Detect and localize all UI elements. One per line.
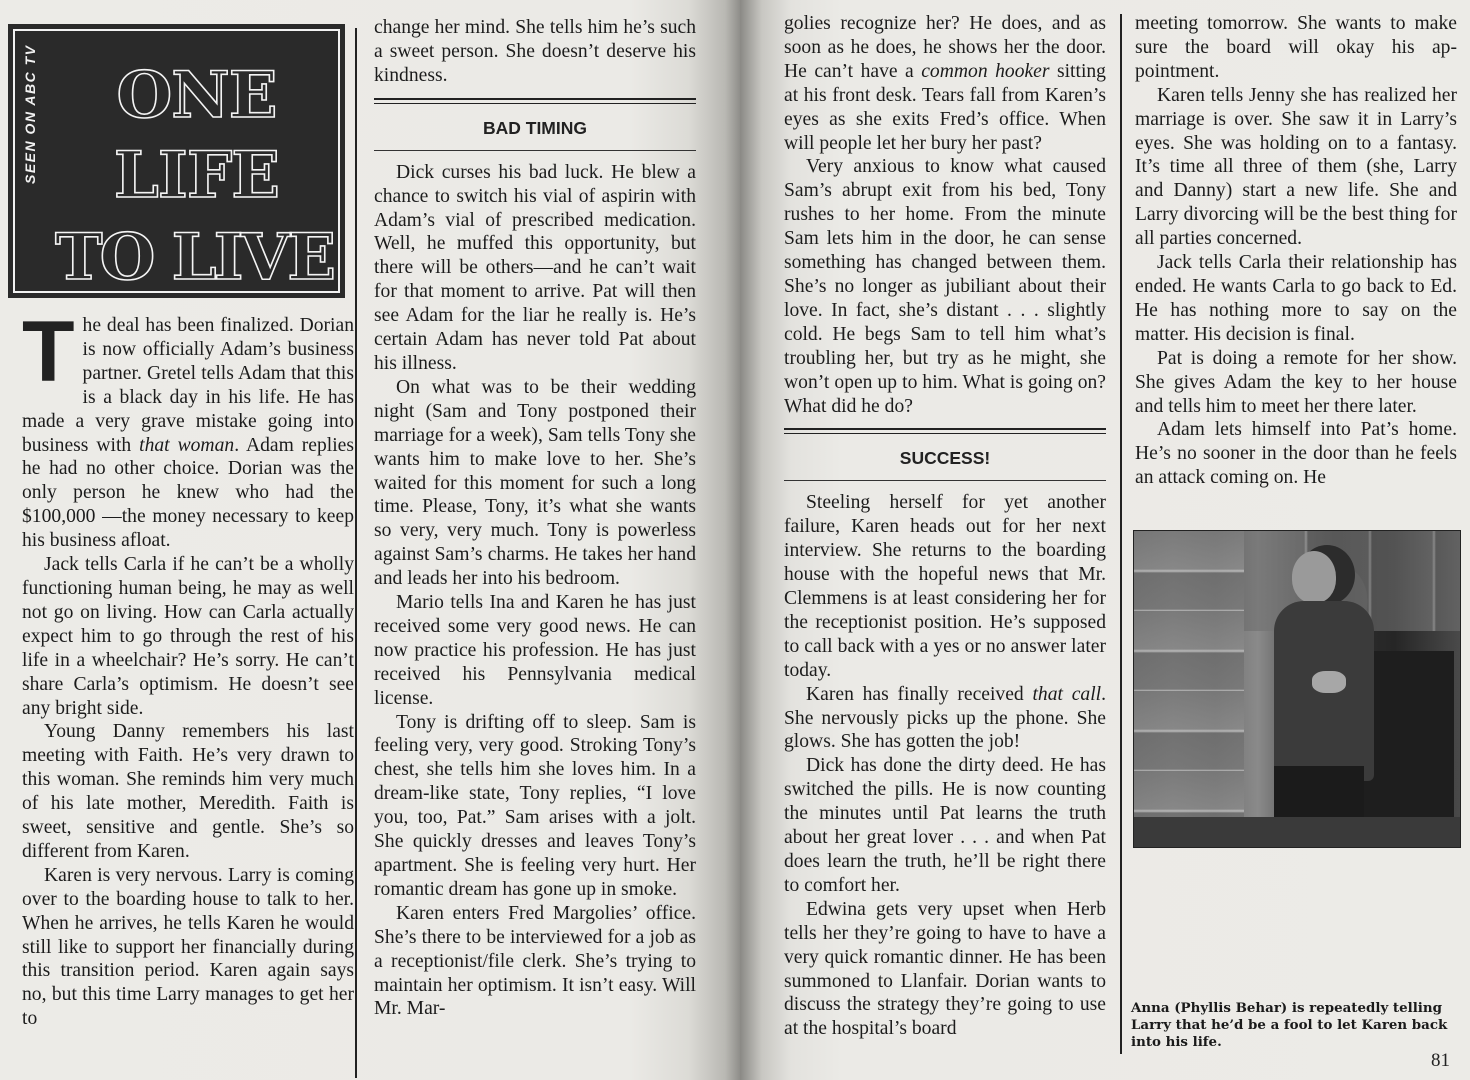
page-number: 81 (1431, 1050, 1450, 1071)
column-4 (1135, 12, 1457, 490)
paragraph: Very anxious to know what caused Sam’s abrupt exit from his bed, Tony rushes to her home. From the minute Sam lets him in the door, he can sense something has changed between them. She’s no longer as jubiliant about their love. In fact, she’s distant . . . slightly cold. He begs Sam to tell him what’s troubling her, but try as he might, she won’t open up to him. What is going on? What did he do? (784, 156, 1106, 417)
italic-emphasis: common hooker (921, 60, 1050, 82)
paragraph: Jack tells Carla their relationship has ended. He wants Carla to go back to Ed. He has nothing more to say on the matter. His decision is final. (1135, 252, 1457, 345)
paragraph: Young Danny remembers his last meeting with Faith. He’s very drawn to this woman. She reminds him very much of his late mother, Meredith. Faith is sweet, sensitive and gentle. She’s so different from Karen. (22, 721, 354, 862)
paragraph: On what was to be their wedding night (Sam and Tony postponed their marriage for a week), Sam tells Tony she wants him to make love to her. She’s waited for this moment for such a long time. Please, Tony, it’s what she wants so very, very much. Tony is powerless against Sam’s charms. He takes her hand and leads her into his bedroom. (374, 376, 696, 590)
floor (1134, 817, 1460, 847)
column-2 (374, 16, 696, 1021)
column-divider-3 (1120, 14, 1122, 1054)
italic-emphasis: that call (1032, 683, 1102, 705)
single-rule (374, 150, 696, 151)
column-divider-1 (355, 28, 357, 1078)
section-heading-success (784, 428, 1106, 481)
paragraph: Karen enters Fred Margolies’ office. She’s there to be interviewed for a job as a receptionist/file clerk. She’s trying to maintain her optimism. It isn’t easy. Will Mr. Mar- (374, 902, 696, 1020)
title-line-1: ONE (116, 58, 277, 133)
italic-emphasis: that woman (139, 434, 235, 456)
paragraph: Steeling herself for yet another failure, Karen heads out for her next interview. She returns to the boarding house with the hopeful news that Mr. Clemmens is at least considering her for the receptionist position. He’s supposed to call back with a yes or no answer later today. (784, 492, 1106, 681)
lead-in-paragraph: golies recognize her? He does, and as soon as he does, he shows her the door. He can’t have a common hooker sitting at his front desk. Tears fall from Karen’s eyes as she exits Fred’s office. When will people let her bury her past? (784, 13, 1106, 154)
paragraph: Mario tells Ina and Karen he has just received some very good news. He can now practice his profession. He has just received his Pennsylvania medical license. (374, 592, 696, 709)
show-title-box (8, 24, 345, 298)
figure-head (1292, 551, 1336, 603)
photo-anna-fireplace (1133, 530, 1461, 848)
photo-caption: Anna (Phyllis Behar) is repeatedly telling Larry that he’d be a fool to let Karen back into his life. (1131, 1000, 1448, 1050)
lead-in-paragraph: meeting tomorrow. She wants to make sure the board will okay his appointment. (1135, 13, 1457, 82)
paragraph: Tony is drifting off to sleep. Sam is feeling very, very good. Stroking Tony’s chest, she tells him she loves him. In a dream-like state, Tony replies, “I love you, too, Pat.” Sam arises with a jolt. She quickly dresses and leaves Tony’s apartment. She is feeling very hurt. Her romantic dream has gone up in smoke. (374, 711, 696, 900)
paragraph (22, 304, 355, 553)
stone-wall-left (1134, 531, 1244, 847)
figure-hand (1312, 671, 1346, 693)
network-label: SEEN ON ABC TV (22, 44, 38, 184)
section-heading-label: BAD TIMING (482, 117, 588, 138)
paragraph: Dick has done the dirty deed. He has switched the pills. He is now counting the minutes until Pat learns the truth about her great lover . . . and when Pat does learn the truth, he’ll be right there to comfort her. (784, 755, 1106, 896)
paragraph: Dick curses his bad luck. He blew a chance to switch his vial of aspirin with Adam’s vial of prescribed medication. Well, he muffed this opportunity, but there will be others—and he can’t wait for that moment to arrive. Pat will then see Adam for the liar he really is. He’s certain Adam has never told Pat about his illness. (374, 161, 696, 374)
column-3 (784, 12, 1106, 1041)
paragraph: Jack tells Carla if he can’t be a wholly functioning human being, he may as well not go on living. How can Carla actually expect him to go through the rest of his life in a wheelchair? He’s sorry. He can’t share Carla’s optimism. He doesn’t see any bright side. (22, 554, 354, 719)
paragraph-text: he deal has been finalized. Dorian is now officially Adam’s business partner. Gretel tells Adam that this is a black day in his life. He has made a very grave mistake going into business with that woman. Adam replies he had no other choice. Dorian was the only person he knew who had the $100,000 —the money necessary to keep his business afloat. (22, 315, 355, 552)
title-line-3: TO LIVE (54, 220, 334, 295)
lead-in-paragraph: change her mind. She tells him he’s such a sweet person. She doesn’t deserve his kindness. (374, 17, 696, 86)
title-line-2: LIFE (113, 138, 280, 213)
paragraph: Karen is very nervous. Larry is coming over to the boarding house to talk to her. When he arrives, he tells Karen he would still like to support her financially during this transition period. Karen again says no, but this time Larry manages to get her to (22, 864, 354, 1030)
paragraph: Pat is doing a remote for her show. She gives Adam the key to her house and tells him to meet her there later. (1135, 347, 1457, 417)
paragraph: Karen tells Jenny she has realized her marriage is over. She saw it in Larry’s eyes. She was holding on to a fantasy. It’s time all three of them (she, Larry and Danny) start a new life. She and Larry divorcing will be the best thing for all parties concerned. (1135, 84, 1457, 250)
paragraph: Adam lets himself into Pat’s home. He’s no sooner in the door than he feels an attack coming on. He (1135, 419, 1457, 489)
column-1 (22, 304, 355, 1031)
section-heading-bad-timing (374, 98, 696, 151)
single-rule (784, 480, 1106, 481)
paragraph: Edwina gets very upset when Herb tells her they’re going to have to have a very quick romantic dinner. He has been summoned to Llanfair. Dorian wants to discuss the strategy they’re going to use at the hospital’s board (784, 898, 1106, 1040)
section-heading-label: SUCCESS! (899, 448, 991, 469)
paragraph: Karen has finally received that call. She nervously picks up the phone. She glows. She has gotten the job! (784, 683, 1107, 753)
drop-cap: T (22, 304, 75, 400)
